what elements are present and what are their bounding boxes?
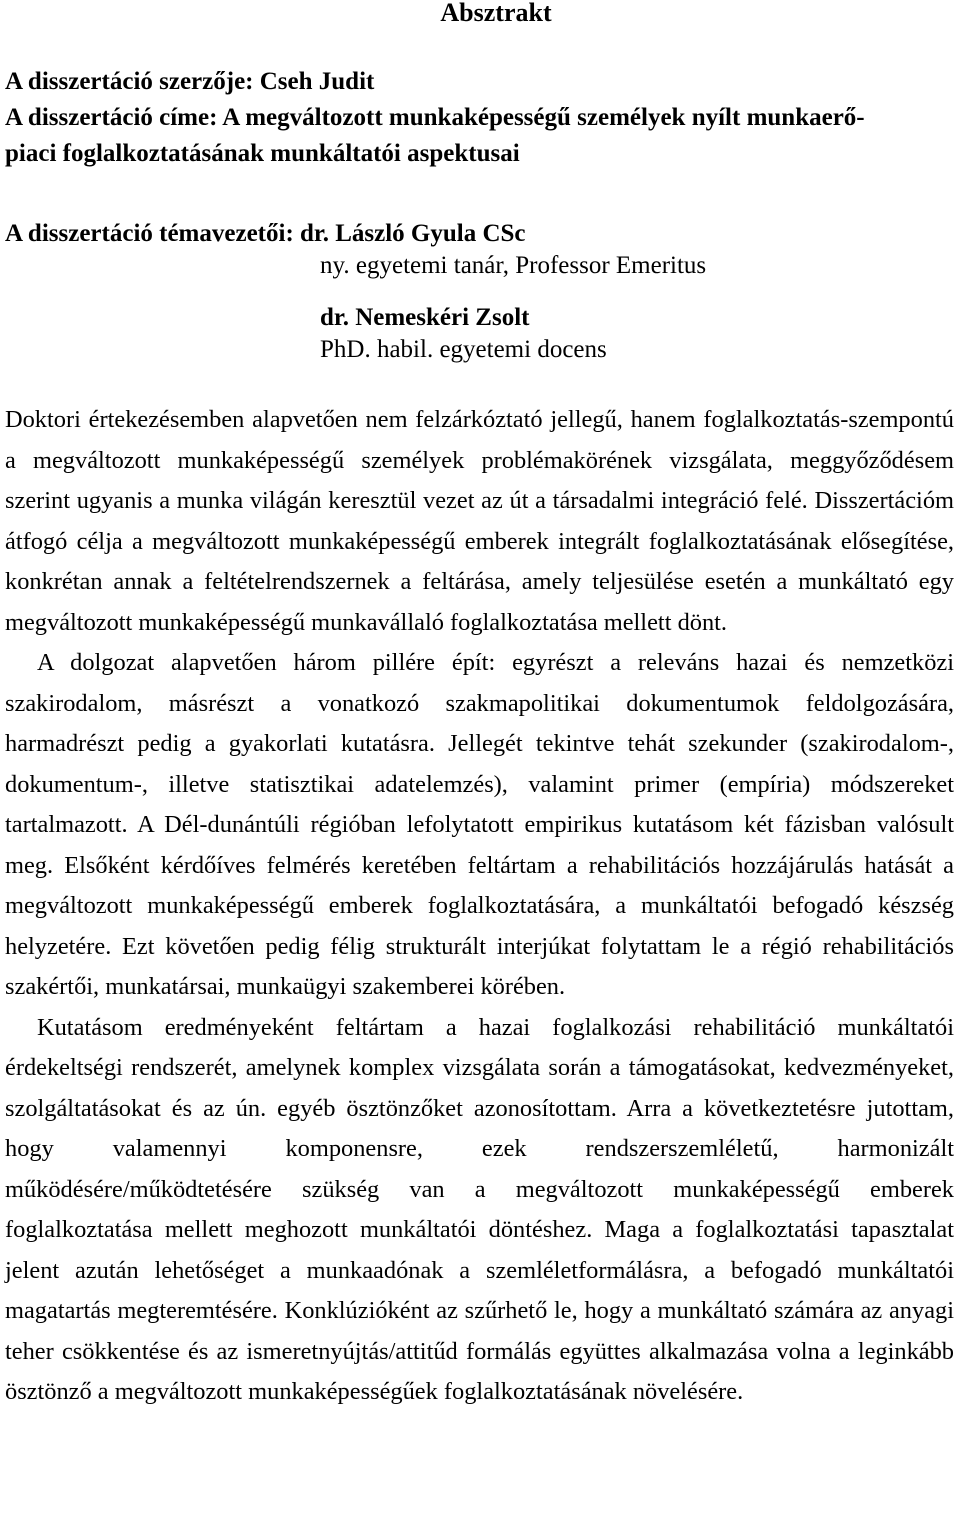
supervisor-2-title: PhD. habil. egyetemi docens: [320, 336, 607, 363]
author-line: A disszertáció szerzője: Cseh Judit: [5, 68, 375, 95]
abstract-paragraph-3: Kutatásom eredményeként feltártam a hazai foglalkozási rehabilitáció munkáltatói érdekeltségi rendszerét, amelynek komplex vizsgálata során a támogatásokat, kedvezményeket, szolgáltatásokat és az ún. egyéb ösztönzőket azonosítottam. Arra a következtetésre jutottam, hogy valamennyi komponensre, ezek rendszerszemléletű, harmonizált működésére/működtetésére szükség van a megváltozott munkaképességű emberek foglalkoztatása mellett meghozott munkáltatói döntéshez. Maga a foglalkoztatási tapasztalat jelent azután lehetőséget a munkaadónak a szemléletformálásra, a befogadó munkáltatói magatartás megteremtésére. Konklúzióként az szűrhető le, hogy a munkáltató számára az anyagi teher csökkentése és az ismeretnyújtás/attitűd formálás együttes alkalmazása volna a leginkább ösztönző a megváltozott munkaképességűek foglalkoztatásának növelésére.: [5, 1013, 954, 1405]
supervisors-block: [5, 218, 706, 366]
supervisors-label: A disszertáció témavezetői:: [5, 220, 301, 247]
supervisor-1-title: ny. egyetemi tanár, Professor Emeritus: [320, 252, 707, 279]
abstract-title: Absztrakt: [440, 0, 552, 27]
dissertation-header: [5, 64, 954, 172]
supervisor-2-name: dr. Nemeskéri Zsolt: [320, 304, 530, 331]
dissertation-title-line-2: piaci foglalkoztatásának munkáltatói aspektusai: [5, 140, 520, 167]
dissertation-title-line-1: A disszertáció címe: A megváltozott munkaképességű személyek nyílt munkaerő-: [5, 104, 865, 131]
supervisors-line: [5, 218, 706, 250]
abstract-body: [5, 400, 954, 1413]
abstract-paragraph-1: Doktori értekezésemben alapvetően nem felzárkóztató jellegű, hanem foglalkoztatás-szempontú a megváltozott munkaképességű személyek problémakörének vizsgálata, meggyőződésem szerint ugyanis a munka világán keresztül vezet az út a társadalmi integráció felé. Disszertációm átfogó célja a megváltozott munkaképességű emberek integrált foglalkoztatásának elősegítése, konkrétan annak a feltételrendszernek a feltárása, amely teljesülése esetén a munkáltató egy megváltozott munkaképességű munkavállaló foglalkoztatása mellett dönt.: [5, 406, 954, 636]
supervisor-1-name: dr. László Gyula CSc: [300, 220, 526, 247]
abstract-paragraph-2: A dolgozat alapvetően három pillére épít: egyrészt a releváns hazai és nemzetközi szakirodalom, másrészt a vonatkozó szakmapolitikai dokumentumok feldolgozására, harmadrészt pedig a gyakorlati kutatásra. Jellegét tekintve tehát szekunder (szakirodalom-, dokumentum-, illetve statisztikai adatelemzés), valamint primer (empíria) módszereket tartalmazott. A Dél-dunántúli régióban lefolytatott empirikus kutatásom két fázisban valósult meg. Elsőként kérdőíves felmérés keretében feltártam a rehabilitációs hozzájárulás hatását a megváltozott munkaképességű emberek foglalkoztatására, a munkáltatói befogadó készség helyzetére. Ezt követően pedig félig strukturált interjúkat folytattam le a régió rehabilitációs szakértői, munkatársai, munkaügyi szakemberei körében.: [5, 649, 954, 1000]
